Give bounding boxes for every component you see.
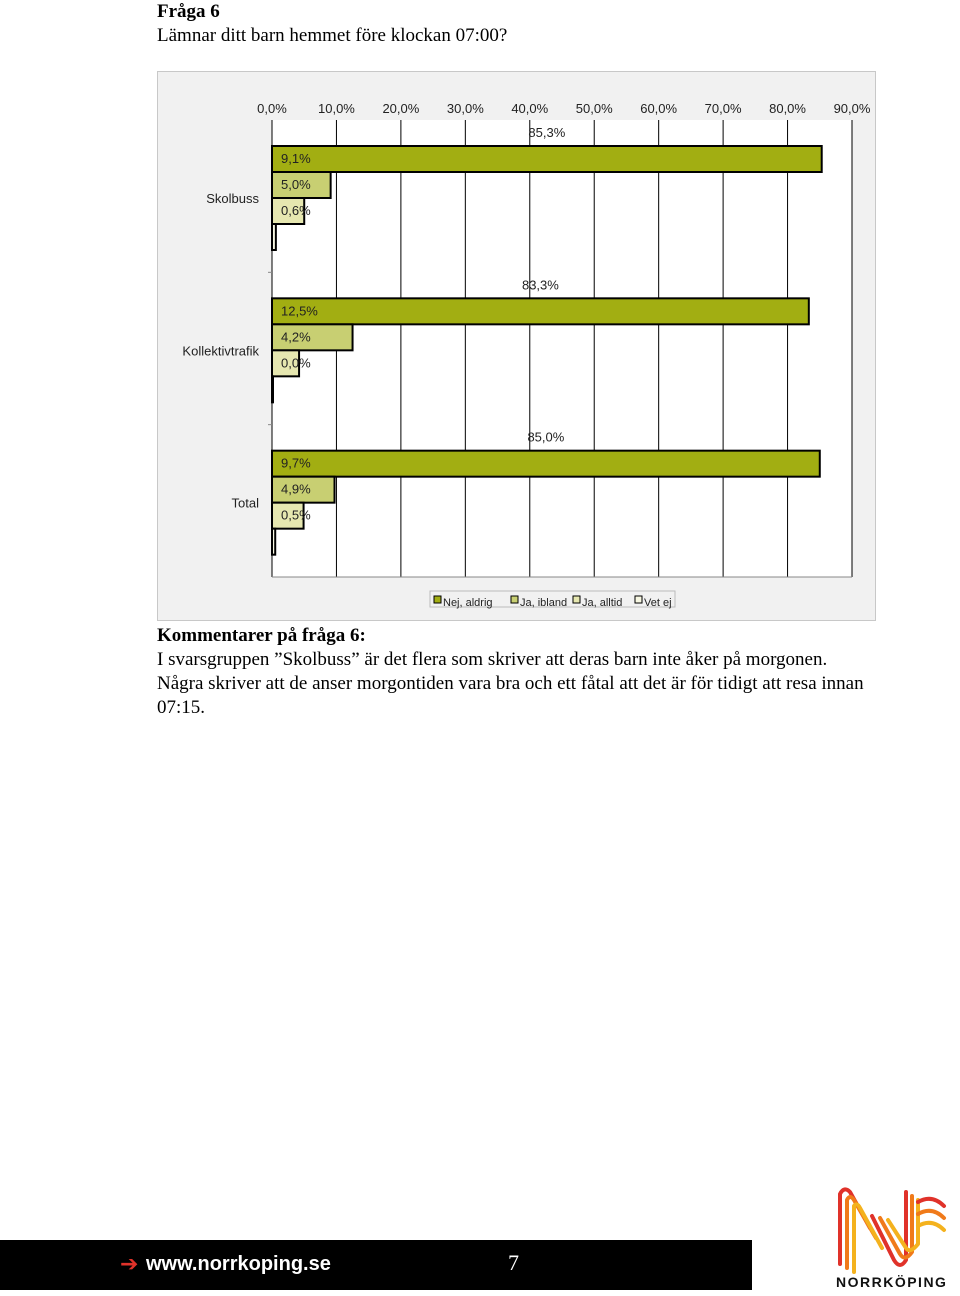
legend-swatch	[573, 596, 580, 603]
legend-swatch	[635, 596, 642, 603]
page-number: 7	[508, 1250, 519, 1275]
category-label: Skolbuss	[206, 191, 259, 206]
bar	[272, 451, 820, 477]
data-label: 0,0%	[281, 355, 311, 371]
legend-swatch	[511, 596, 518, 603]
x-tick-label: 60,0%	[640, 101, 678, 116]
data-label: 85,0%	[527, 429, 565, 445]
data-label: 0,6%	[281, 203, 311, 218]
x-tick-label: 50,0%	[575, 101, 613, 116]
bar	[272, 298, 809, 324]
data-label: 4,2%	[281, 329, 311, 345]
data-label: 83,3%	[521, 277, 559, 293]
x-tick-label: 70,0%	[704, 101, 742, 116]
comments-section	[157, 624, 877, 720]
bar	[272, 529, 275, 555]
logo-text: NORRKÖPING	[836, 1274, 948, 1290]
x-tick-label: 0,0%	[257, 101, 287, 116]
question-text: Lämnar ditt barn hemmet före klockan 07:00?	[157, 25, 508, 46]
data-label: 9,7%	[281, 455, 311, 471]
x-tick-label: 80,0%	[769, 101, 806, 116]
x-tick-label: 10,0%	[318, 101, 355, 116]
bar	[272, 224, 276, 250]
comments-body: I svarsgruppen ”Skolbuss” är det flera som skriver att deras barn inte åker på morgonen. Några skriver att de anser morgontiden vara bra och ett fåtal att det är för tidigt att resa innan 07:15.	[157, 649, 864, 718]
legend-entry: Nej, aldrig	[443, 597, 493, 609]
bar-chart	[157, 71, 876, 621]
data-label: 4,9%	[281, 481, 311, 497]
arrow-right-icon: ➔	[120, 1252, 139, 1277]
x-tick-label: 90,0%	[833, 101, 871, 116]
question-number: Fråga 6	[157, 1, 220, 22]
x-tick-label: 30,0%	[446, 101, 484, 116]
data-label: 9,1%	[281, 151, 311, 166]
comments-title: Kommentarer på fråga 6:	[157, 625, 366, 646]
bar	[272, 146, 822, 172]
footer-bar	[0, 1240, 752, 1290]
data-label: 0,5%	[281, 507, 311, 523]
x-tick-label: 40,0%	[511, 101, 549, 116]
legend-entry: Vet ej	[644, 597, 672, 609]
legend-entry: Ja, alltid	[582, 597, 623, 609]
category-label: Total	[231, 495, 259, 511]
data-label: 5,0%	[281, 177, 311, 192]
legend-entry: Ja, ibland	[520, 597, 568, 609]
question-heading	[157, 0, 507, 48]
category-label: Kollektivtrafik	[182, 343, 259, 359]
legend-swatch	[434, 596, 441, 603]
plot-area	[272, 120, 852, 577]
x-tick-label: 20,0%	[382, 101, 420, 116]
footer-url[interactable]: www.norrkoping.se	[146, 1253, 331, 1275]
bar	[272, 376, 273, 402]
chart-svg	[158, 72, 875, 620]
data-label: 85,3%	[528, 125, 566, 140]
data-label: 12,5%	[281, 303, 318, 319]
